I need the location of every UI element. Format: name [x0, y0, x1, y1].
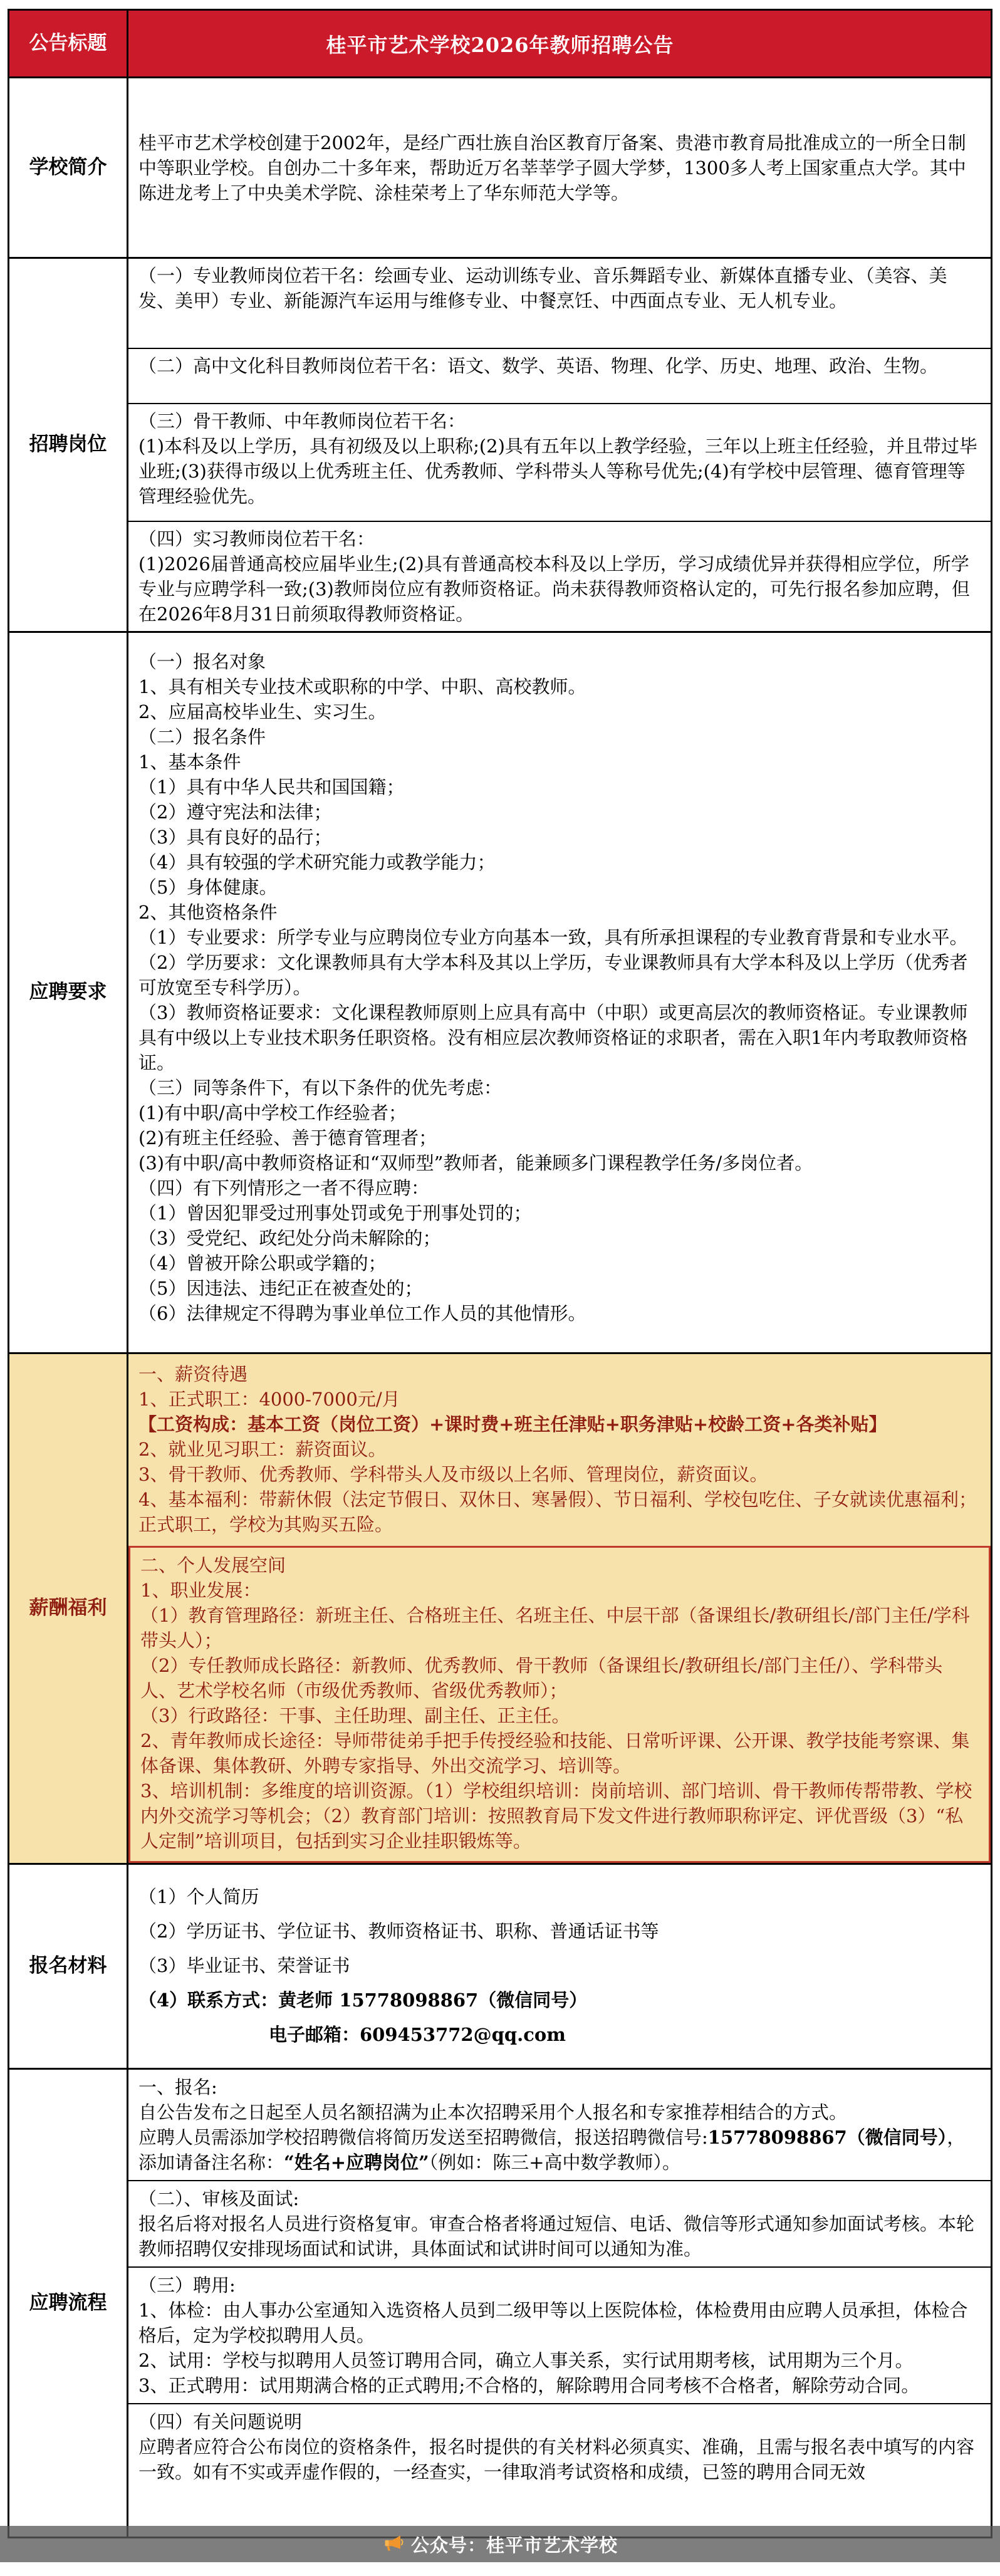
text-line: 报名后将对报名人员进行资格复审。审查合格者将通过短信、电话、微信等形式通知参加面试考核。本轮教师招聘仅安排现场面试和试讲，具体面试和试讲时间可以通知为准。: [138, 2213, 975, 2260]
text-line: （4）具有较强的学术研究能力或教学能力；: [138, 852, 496, 873]
text-line: （3）毕业证书、荣誉证书: [138, 1955, 350, 1976]
text-line: 1、职业发展：: [140, 1580, 261, 1601]
header-spacer: [128, 11, 991, 76]
text-line: （二）报名条件: [138, 726, 266, 748]
materials-row: [9, 1863, 991, 2068]
text-line: （二）、审核及面试:: [138, 2188, 299, 2209]
text-line: (3)有中职/高中教师资格证和“双师型”教师者，能兼顾多门课程教学任务/多岗位者。: [138, 1152, 813, 1174]
text-line: （二）高中文化科目教师岗位若干名：语文、数学、英语、物理、化学、历史、地理、政治、生物。: [138, 355, 939, 377]
school-intro-content: [128, 78, 991, 257]
text-line: （2）学历证书、学位证书、教师资格证书、职称、普通话证书等: [138, 1921, 659, 1942]
materials-label: 报名材料: [9, 1865, 128, 2068]
text-line: 自公告发布之日起至人员名额招满为止本次招聘采用个人报名和专家推荐相结合的方式。: [138, 2102, 848, 2123]
announcement-table: [8, 9, 992, 2538]
text-line: （四）有下列情形之一者不得应聘：: [138, 1177, 430, 1199]
process-label: 应聘流程: [9, 2070, 128, 2537]
text-line: （3）受党纪、政纪处分尚未解除的；: [138, 1228, 441, 1249]
text-line: （四）实习教师岗位若干名：: [138, 528, 375, 550]
text-line: 3、骨干教师、优秀教师、学科带头人及市级以上名师、管理岗位，薪资面议。: [138, 1464, 768, 1485]
text-line: (2)有班主任经验、善于德育管理者；: [138, 1127, 437, 1149]
requirements-row: [9, 631, 991, 1352]
salary-block-pay: [128, 1354, 991, 1546]
school-intro-row: [9, 76, 991, 257]
text-line: 一、薪资待遇: [138, 1364, 248, 1385]
positions-block-4: [128, 521, 991, 631]
positions-content: [128, 259, 991, 631]
text-line: （3）具有良好的品行；: [138, 827, 332, 848]
text-line: （三）骨干教师、中年教师岗位若干名：: [138, 410, 466, 432]
header-label: 公告标题: [9, 11, 128, 76]
school-intro-label: 学校简介: [9, 78, 128, 257]
text-line: 2、试用：学校与拟聘用人员签订聘用合同，确立人事关系，实行试用期考核，试用期为三个月。: [138, 2350, 914, 2371]
text-line: （2）专任教师成长路径：新教师、优秀教师、骨干教师（备课组长/教研组长/部门主任/）、学科带头人、艺术学校名师（市级优秀教师、省级优秀教师）；: [140, 1655, 943, 1701]
text-line: （1）具有中华人民共和国国籍；: [138, 776, 405, 798]
text-line: 1、具有相关专业技术或职称的中学、中职、高校教师。: [138, 676, 586, 697]
wechat-watermark-bar: [0, 2526, 1000, 2562]
text-line: (1)有中职/高中学校工作经验者；: [138, 1102, 407, 1124]
requirements-content: [128, 633, 991, 1352]
text-line: （一）专业教师岗位若干名：绘画专业、运动训练专业、音乐舞蹈专业、新媒体直播专业、（美容、美发、美甲）专业、新能源汽车运用与维修专业、中餐烹饪、中西面点专业、无人机专业。: [138, 265, 947, 311]
materials-content: [128, 1865, 991, 2068]
wechat-account-text: 公众号：桂平市艺术学校: [410, 2534, 618, 2556]
text-line: （5）身体健康。: [138, 877, 278, 898]
process-block-hiring: [128, 2266, 991, 2403]
requirements-label: 应聘要求: [9, 633, 128, 1352]
text-line: （6）法律规定不得聘为事业单位工作人员的其他情形。: [138, 1303, 586, 1324]
text-line: （1）个人简历: [138, 1886, 259, 1907]
text-line: (1)2026届普通高校应届毕业生;(2)具有普通高校本科及以上学历，学习成绩优异并获得相应学位，所学专业与应聘学科一致;(3)教师岗位应有教师资格证。尚未获得教师资格认定的，可先行报名参加应聘，但在2026年8月31日前须取得教师资格证。: [138, 553, 970, 625]
positions-block-3: [128, 403, 991, 521]
process-row: [9, 2068, 991, 2537]
text-line: （三）聘用:: [138, 2275, 236, 2296]
text-line: 桂平市艺术学校创建于2002年，是经广西壮族自治区教育厅备案、贵港市教育局批准成立的一所全日制中等职业学校。自创办二十多年来，帮助近万名莘莘学子圆大学梦，1300多人考上国家重点大学。其中陈进龙考上了中央美术学院、涂桂荣考上了华东师范大学等。: [138, 132, 966, 204]
text-line: 二、个人发展空间: [140, 1555, 286, 1576]
text-line: （1）教育管理路径：新班主任、合格班主任、名班主任、中层干部（备课组长/教研组长/部门主任/学科带头人）；: [140, 1605, 970, 1651]
text-line: (1)本科及以上学历，具有初级及以上职称;(2)具有五年以上教学经验，三年以上班主任经验，并且带过毕业班;(3)获得市级以上优秀班主任、优秀教师、学科带头人等称号优先;(4)有学校中层管理、德育管理等管理经验优先。: [138, 435, 977, 507]
text-line: （4）联系方式：黄老师 15778098867（微信同号）: [138, 1989, 588, 2011]
text-line: （2）学历要求：文化课教师具有大学本科及其以上学历，专业课教师具有大学本科及以上学历（优秀者可放宽至专科学历）。: [138, 952, 968, 998]
text-line: 2、应届高校毕业生、实习生。: [138, 701, 387, 722]
text-line: 1、正式职工：4000-7000元/月: [138, 1389, 400, 1410]
text-line: （4）曾被开除公职或学籍的；: [138, 1253, 387, 1274]
text-line: 应聘人员需添加学校招聘微信将简历发送至招聘微信，报送招聘微信号:15778098867（微信同号），添加请备注名称：“姓名+应聘岗位”（例如：陈三+高中数学教师）。: [138, 2127, 966, 2173]
salary-label: 薪酬福利: [9, 1354, 128, 1863]
page-title: 桂平市艺术学校2026年教师招聘公告: [326, 33, 674, 57]
text-line: 2、其他资格条件: [138, 902, 278, 923]
positions-block-2: [128, 348, 991, 403]
text-line: 1、基本条件: [138, 751, 241, 773]
text-line: （1）专业要求：所学专业与应聘岗位专业方向基本一致，具有所承担课程的专业教育背景和专业水平。: [138, 927, 968, 948]
text-line: 2、就业见习职工：薪资面议。: [138, 1439, 387, 1460]
text-line: （5）因违法、违纪正在被查处的；: [138, 1278, 423, 1299]
process-block-signup: [128, 2070, 991, 2180]
process-block-review: [128, 2180, 991, 2266]
text-line: （1）曾因犯罪受过刑事处罚或免于刑事处罚的；: [138, 1202, 532, 1224]
text-line: 1、体检：由人事办公室通知入选资格人员到二级甲等以上医院体检，体检费用由应聘人员承担，体检合格后，定为学校拟聘用人员。: [138, 2300, 968, 2346]
text-line: （三）同等条件下，有以下条件的优先考虑：: [138, 1077, 503, 1098]
process-block-notes: [128, 2403, 991, 2537]
salary-row: [9, 1352, 991, 1863]
text-line: （四）有关问题说明: [138, 2411, 303, 2433]
salary-block-development: [128, 1546, 991, 1863]
positions-label: 招聘岗位: [9, 259, 128, 631]
megaphone-icon: [382, 2533, 404, 2555]
positions-block-1: [128, 259, 991, 348]
salary-content: [128, 1354, 991, 1863]
header-row: [9, 11, 991, 76]
text-line: 2、青年教师成长途径：导师带徒弟手把手传授经验和技能、日常听评课、公开课、教学技能考察课、集体备课、集体教研、外聘专家指导、外出交流学习、培训等。: [140, 1730, 970, 1776]
text-line: （2）遵守宪法和法律；: [138, 801, 332, 823]
text-line: （3）行政路径：干事、主任助理、副主任、正主任。: [140, 1705, 570, 1726]
text-line: 3、正式聘用：试用期满合格的正式聘用;不合格的，解除聘用合同考核不合格者，解除劳动合同。: [138, 2375, 920, 2396]
text-line: 电子邮箱：609453772@qq.com: [269, 2024, 566, 2045]
text-line: 一、报名:: [138, 2077, 217, 2098]
text-line: （一）报名对象: [138, 651, 266, 672]
process-content: [128, 2070, 991, 2537]
text-line: 【工资构成：基本工资（岗位工资）+课时费+班主任津贴+职务津贴+校龄工资+各类补贴】: [138, 1414, 887, 1435]
text-line: 4、基本福利：带薪休假（法定节假日、双休日、寒暑假）、节日福利、学校包吃住、子女就读优惠福利；正式职工，学校为其购买五险。: [138, 1489, 977, 1535]
positions-row: [9, 257, 991, 631]
text-line: （3）教师资格证要求：文化课程教师原则上应具有高中（中职）或更高层次的教师资格证。专业课教师具有中级以上专业技术职务任职资格。没有相应层次教师资格证的求职者，需在入职1年内考取教师资格证。: [138, 1002, 968, 1073]
text-line: 应聘者应符合公布岗位的资格条件，报名时提供的有关材料必须真实、准确，且需与报名表中填写的内容一致。如有不实或弄虚作假的，一经查实，一律取消考试资格和成绩，已签的聘用合同无效: [138, 2436, 975, 2483]
text-line: 3、培训机制：多维度的培训资源。（1）学校组织培训：岗前培训、部门培训、骨干教师传帮带教、学校内外交流学习等机会；（2）教育部门培训：按照教育局下发文件进行教师职称评定、评优晋级（3）“私人定制”培训项目，包括到实习企业挂职锻炼等。: [140, 1780, 972, 1852]
